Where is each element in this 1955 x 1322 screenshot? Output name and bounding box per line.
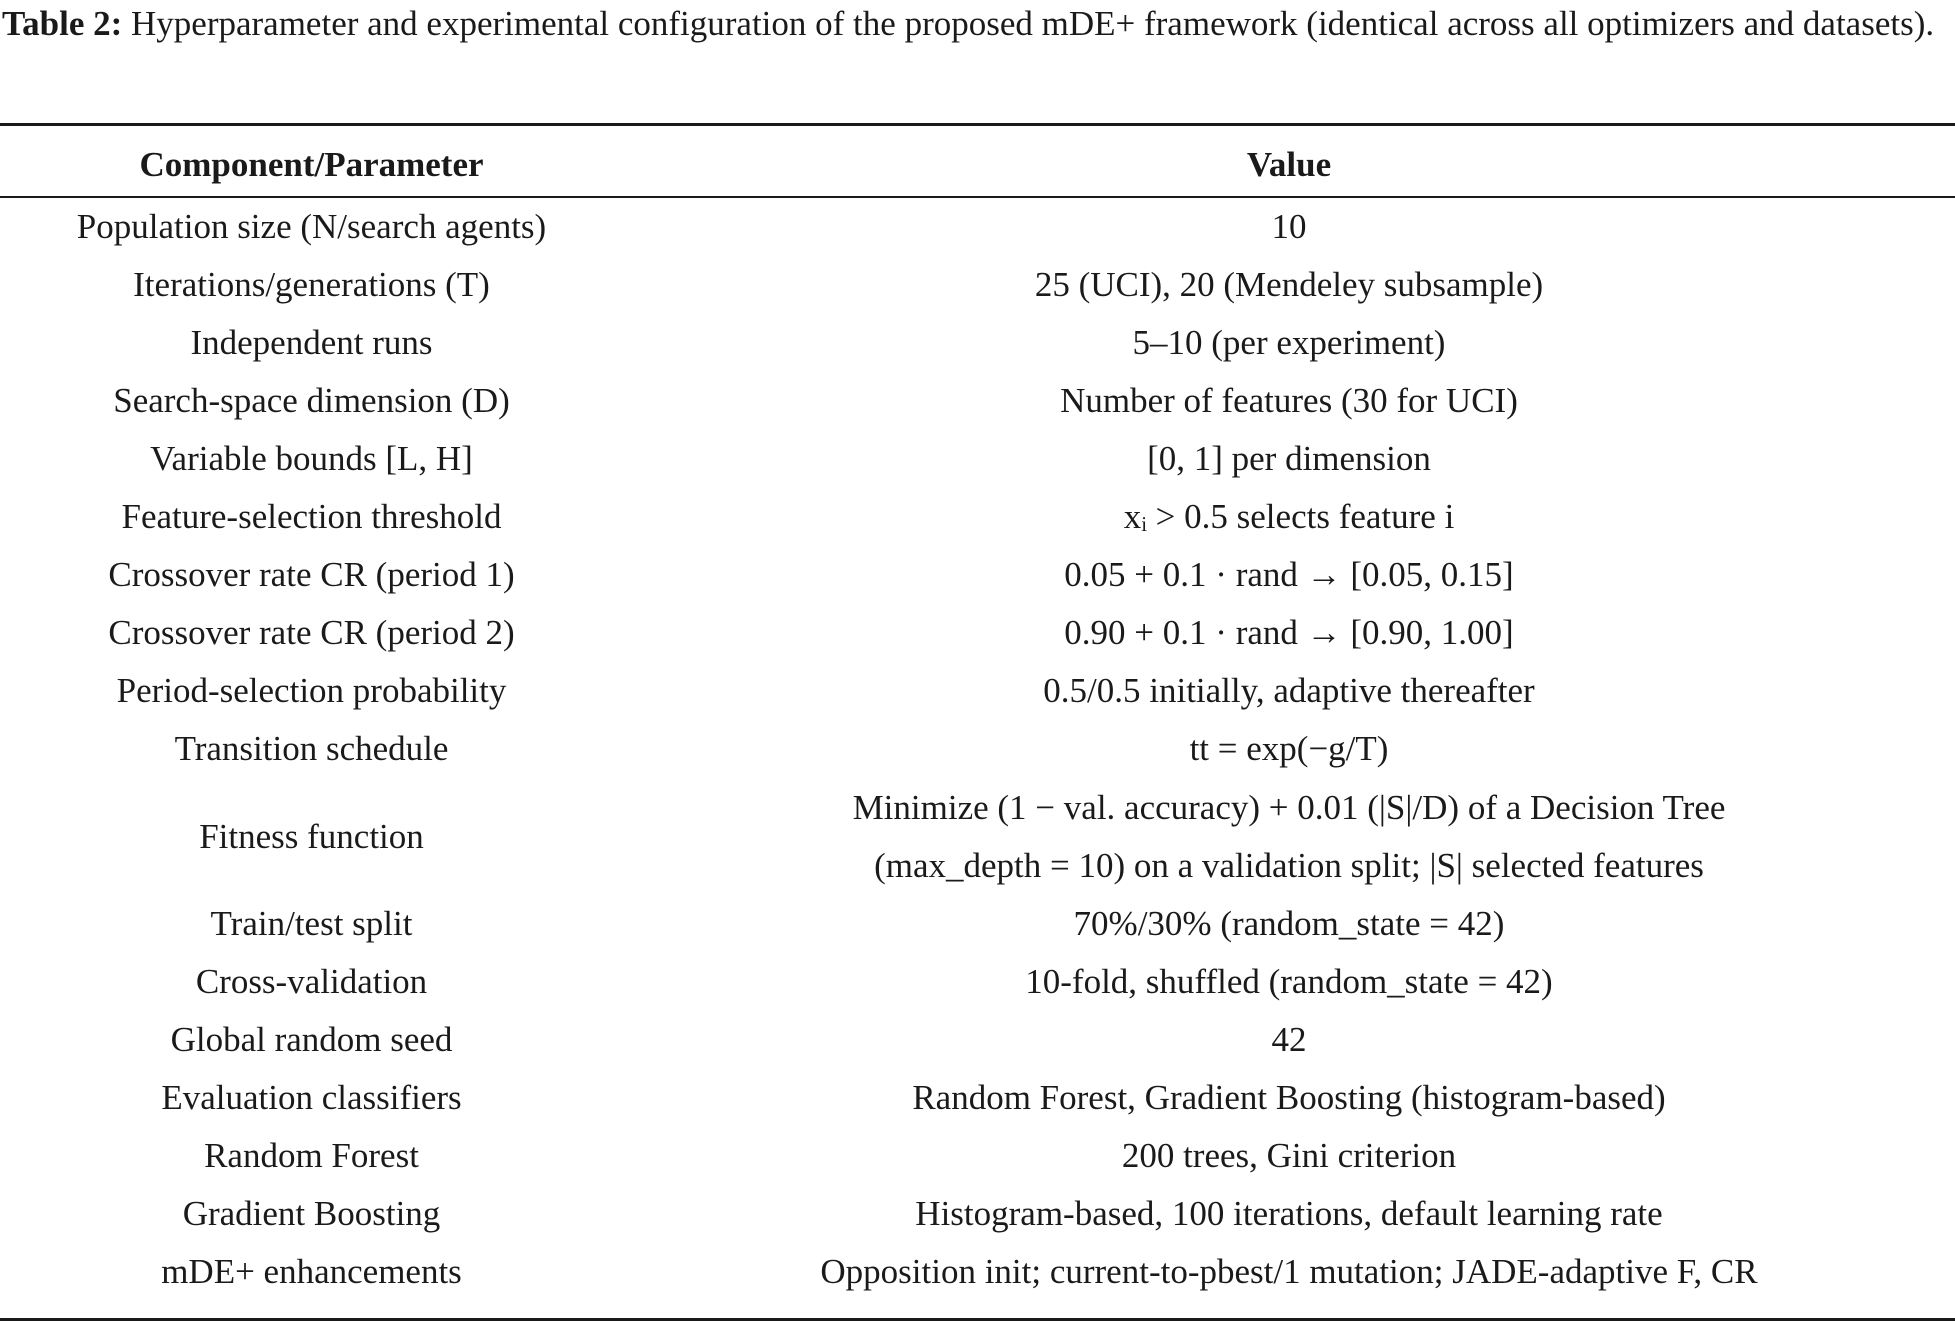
value-cell: 42	[1271, 1020, 1307, 1059]
param-cell: Crossover rate CR (period 1)	[108, 555, 515, 594]
param-cell: Independent runs	[190, 323, 433, 362]
table-row	[0, 546, 1955, 604]
table-caption	[2, 0, 1950, 48]
caption-text: Hyperparameter and experimental configuration of the proposed mDE+ framework (identical across all optimizers and datasets).	[122, 4, 1935, 43]
table-row	[0, 314, 1955, 372]
table-row	[0, 662, 1955, 720]
value-cell: [0, 1] per dimension	[1147, 439, 1431, 478]
value-cell: 10-fold, shuffled (random_state = 42)	[1025, 962, 1553, 1001]
param-cell: Fitness function	[199, 816, 424, 856]
value-cell: Opposition init; current-to-pbest/1 mutation; JADE-adaptive F, CR	[820, 1252, 1758, 1291]
param-cell: Random Forest	[204, 1136, 419, 1175]
value-cell: 25 (UCI), 20 (Mendeley subsample)	[1034, 265, 1544, 304]
value-cell: 200 trees, Gini criterion	[1121, 1136, 1457, 1175]
table-row	[0, 604, 1955, 662]
table-row	[0, 1185, 1955, 1243]
param-cell: Train/test split	[210, 904, 413, 943]
table-row	[0, 430, 1955, 488]
value-cell: xᵢ > 0.5 selects feature i	[1123, 497, 1455, 536]
hyperparameter-table	[0, 136, 1955, 1301]
header-value: Value	[1246, 145, 1332, 184]
value-line: Minimize (1 − val. accuracy) + 0.01 (|S|/D) of a Decision Tree	[852, 787, 1726, 827]
table-bottom-rule	[0, 1318, 1955, 1321]
table-row	[0, 256, 1955, 314]
param-cell: Period-selection probability	[116, 671, 507, 710]
param-cell: Feature-selection threshold	[121, 497, 502, 536]
param-cell: Cross-validation	[195, 962, 428, 1001]
table-top-rule	[0, 123, 1955, 126]
param-cell: Gradient Boosting	[182, 1194, 441, 1233]
table-row	[0, 720, 1955, 778]
value-cell: Histogram-based, 100 iterations, default learning rate	[915, 1194, 1663, 1233]
value-cell: 0.05 + 0.1 · rand → [0.05, 0.15]	[1064, 555, 1514, 594]
value-line: (max_depth = 10) on a validation split; |S| selected features	[874, 845, 1704, 885]
value-cell: Number of features (30 for UCI)	[1060, 381, 1518, 420]
table-row	[0, 895, 1955, 953]
value-cell	[623, 778, 1955, 895]
value-cell: 0.90 + 0.1 · rand → [0.90, 1.00]	[1064, 613, 1514, 652]
table-row	[0, 953, 1955, 1011]
param-cell: Population size (N/search agents)	[76, 207, 547, 246]
param-cell: Global random seed	[170, 1020, 453, 1059]
table-row	[0, 1011, 1955, 1069]
param-cell: Variable bounds [L, H]	[150, 439, 473, 478]
header-component-parameter: Component/Parameter	[139, 145, 484, 184]
value-cell: 70%/30% (random_state = 42)	[1073, 904, 1505, 943]
table-row	[0, 372, 1955, 430]
value-cell: 10	[1271, 207, 1307, 246]
caption-label: Table 2:	[2, 4, 123, 43]
value-cell: Random Forest, Gradient Boosting (histogram-based)	[912, 1078, 1666, 1117]
table-row	[0, 194, 1955, 256]
param-cell: Evaluation classifiers	[161, 1078, 462, 1117]
param-cell: Search-space dimension (D)	[113, 381, 510, 420]
table-row	[0, 1127, 1955, 1185]
param-cell: mDE+ enhancements	[161, 1252, 462, 1291]
param-cell: Crossover rate CR (period 2)	[108, 613, 515, 652]
table-row	[0, 778, 1955, 895]
value-cell: 5–10 (per experiment)	[1132, 323, 1446, 362]
table-row	[0, 1069, 1955, 1127]
table-row	[0, 488, 1955, 546]
value-cell: 0.5/0.5 initially, adaptive thereafter	[1043, 671, 1535, 710]
table-row	[0, 1243, 1955, 1301]
table-header-row	[0, 136, 1955, 194]
param-cell: Iterations/generations (T)	[133, 265, 490, 304]
value-cell: tt = exp(−g/T)	[1189, 729, 1389, 768]
param-cell: Transition schedule	[174, 729, 449, 768]
